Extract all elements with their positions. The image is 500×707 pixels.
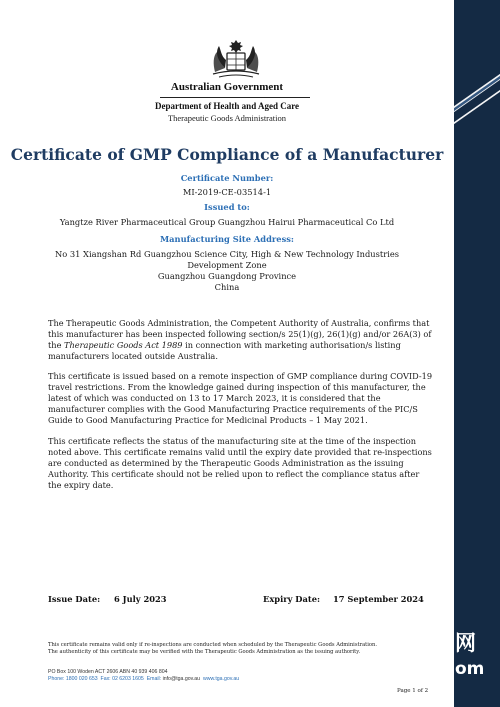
header-divider xyxy=(160,97,310,98)
validity-footnote: This certificate remains valid only if re-inspections are conducted when scheduled by the Therapeutic Goods Administration. xyxy=(48,642,378,648)
contact-details: Phone: 1800 020 653 Fax: 02 6203 1605 Email: info@tga.gov.au www.tga.gov.au xyxy=(48,676,240,682)
fax-number: 02 6203 1605 xyxy=(112,676,144,682)
certificate-title: Certificate of GMP Compliance of a Manufacturer xyxy=(10,145,444,164)
issue-date: 6 July 2023 xyxy=(114,594,167,604)
site-address-line: No 31 Xiangshan Rd Guangzhou Science City, High & New Technology Industries Development Zone xyxy=(54,249,400,270)
site-address-line: Guangzhou Guangdong Province xyxy=(157,271,297,281)
site-address-label: Manufacturing Site Address: xyxy=(160,234,294,244)
issued-to-name: Yangtze River Pharmaceutical Group Guangzhou Hairui Pharmaceutical Co Ltd xyxy=(59,217,395,227)
postal-address: PO Box 100 Woden ACT 2606 ABN 40 939 406 804 xyxy=(48,669,168,675)
issued-to-label: Issued to: xyxy=(204,202,250,212)
validity-paragraph: This certificate reflects the status of the manufacturing site at the time of the inspection noted above. This certificate remains valid until the expiry date provided that re-inspections are conducted as determined by the Therapeutic Goods Administration as the issuing Authority. This certificate should not be relied upon to reflect the compliance status after the expiry date. xyxy=(48,436,432,490)
government-name: Australian Government xyxy=(170,81,284,93)
australian-coat-of-arms-icon xyxy=(207,38,265,82)
department-name: Department of Health and Aged Care xyxy=(154,101,300,111)
decorative-side-band xyxy=(454,0,500,707)
site-address xyxy=(0,249,454,293)
expiry-date-label: Expiry Date: xyxy=(263,594,321,604)
expiry-date: 17 September 2024 xyxy=(333,594,424,604)
authenticity-footnote: The authenticity of this certificate may be verified with the Therapeutic Goods Administration as the issuing authority. xyxy=(48,649,361,655)
act-name: Therapeutic Goods Act 1989 xyxy=(64,340,183,350)
watermark-text: 网 xyxy=(455,631,476,655)
certificate-number: MI-2019-CE-03514-1 xyxy=(182,187,272,197)
confirmation-paragraph: The Therapeutic Goods Administration, the Competent Authority of Australia, confirms that this manufacturer has been inspected following section/s 25(1)(g), 26(1)(g) and/or 26A(3) of the Therapeutic Goods Act 1989 in connection with marketing authorisation/s listing manufacturers located outside Australia. xyxy=(48,318,432,361)
phone-number: 1800 020 653 xyxy=(65,676,98,682)
issue-date-label: Issue Date: xyxy=(48,594,101,604)
agency-name: Therapeutic Goods Administration xyxy=(167,113,287,123)
site-address-line: China xyxy=(214,282,240,292)
watermark-text: om xyxy=(455,659,485,679)
website-link[interactable]: www.tga.gov.au xyxy=(202,676,240,682)
email-link[interactable]: info@tga.gov.au xyxy=(162,676,201,682)
inspection-paragraph: This certificate is issued based on a remote inspection of GMP compliance during COVID-19 travel restrictions. From the knowledge gained during inspection of this manufacturer, the latest of which was conducted on 13 to 17 March 2023, it is considered that the manufacturer complies with the Good Manufacturing Practice requirements of the PIC/S Guide to Good Manufacturing Practice for Medicinal Products – 1 May 2021. xyxy=(48,371,433,425)
page-number: Page 1 of 2 xyxy=(397,688,429,694)
certificate-number-label: Certificate Number: xyxy=(180,173,274,183)
